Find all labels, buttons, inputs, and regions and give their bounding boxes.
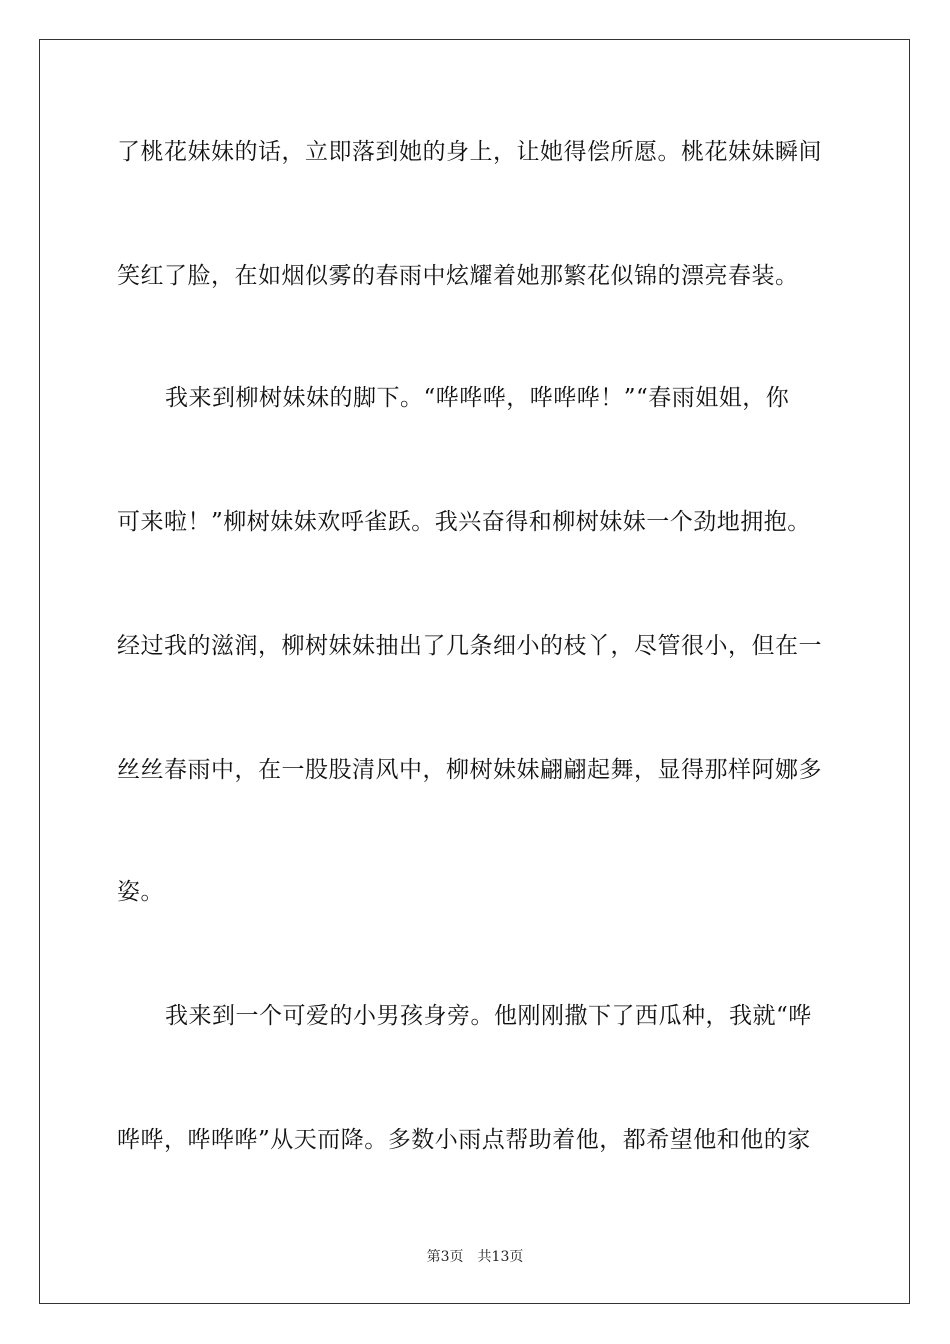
text-line-4: 可来啦！”柳树妹妹欢呼雀跃。我兴奋得和柳树妹妹一个劲地拥抱。	[117, 509, 811, 535]
total-pages: 共13页	[477, 1249, 524, 1265]
page-frame	[39, 39, 910, 1304]
text-line-3: 我来到柳树妹妹的脚下。“哗哗哗，哗哗哗！”“春雨姐姐，你	[165, 385, 790, 411]
page-footer	[0, 1247, 950, 1267]
text-line-2: 笑红了脸，在如烟似雾的春雨中炫耀着她那繁花似锦的漂亮春装。	[117, 263, 799, 289]
text-line-8: 我来到一个可爱的小男孩身旁。他刚刚撒下了西瓜种，我就“哗	[165, 1003, 812, 1029]
text-line-9: 哗哗，哗哗哗”从天而降。多数小雨点帮助着他，都希望他和他的家	[117, 1127, 811, 1153]
text-line-1: 了桃花妹妹的话，立即落到她的身上，让她得偿所愿。桃花妹妹瞬间	[117, 139, 822, 165]
page-number: 第3页	[426, 1249, 464, 1265]
text-line-7: 姿。	[117, 879, 164, 905]
text-line-6: 丝丝春雨中，在一股股清风中，柳树妹妹翩翩起舞，显得那样阿娜多	[117, 757, 822, 783]
text-line-5: 经过我的滋润，柳树妹妹抽出了几条细小的枝丫，尽管很小，但在一	[117, 633, 822, 659]
